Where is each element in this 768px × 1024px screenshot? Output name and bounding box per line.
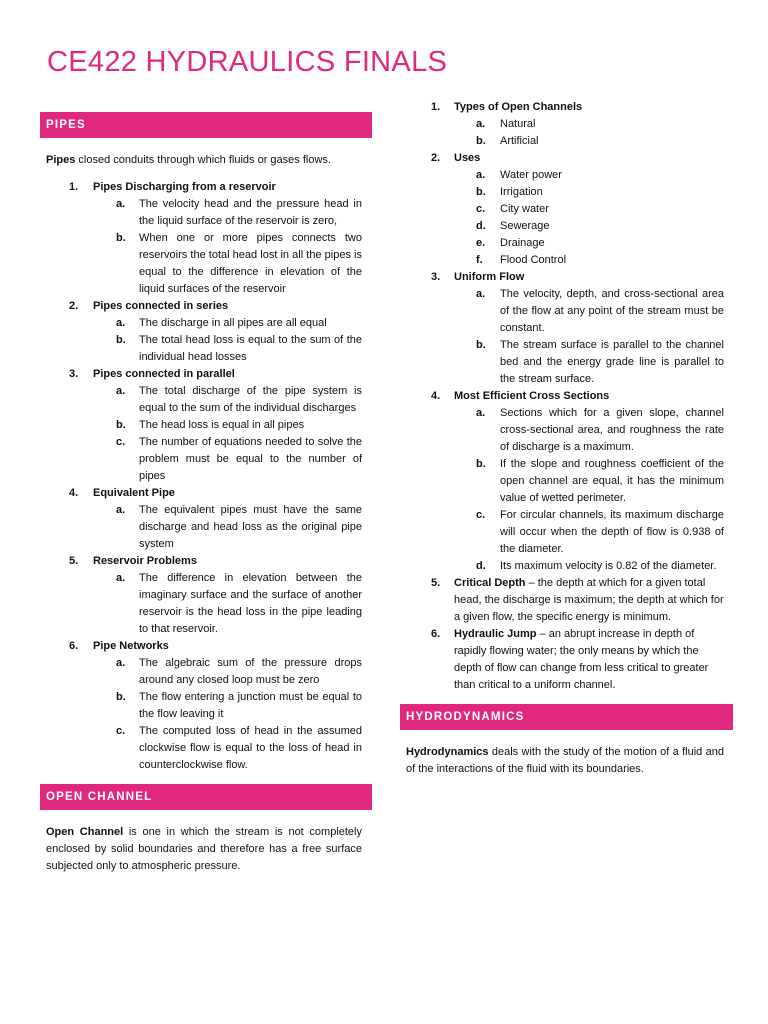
item-title: Pipes connected in series — [93, 300, 229, 312]
sub-item-text: The algebraic sum of the pressure drops around any closed loop must be zero — [139, 657, 362, 686]
section-header-hydrodynamics: HYDRODYNAMICS — [400, 704, 733, 730]
sub-item — [454, 507, 724, 558]
sub-item — [454, 218, 724, 235]
sub-item — [454, 456, 724, 507]
item-number: 3. — [431, 271, 441, 283]
item-title: Pipes connected in parallel — [93, 368, 235, 380]
sub-list — [93, 655, 362, 774]
sub-item — [454, 286, 724, 337]
sub-item-letter: a. — [116, 572, 126, 584]
sub-item — [454, 252, 724, 269]
open-channel-intro — [46, 824, 362, 875]
sub-list — [454, 116, 724, 150]
item-number: 5. — [69, 555, 79, 567]
sub-item — [454, 558, 724, 575]
list-item — [46, 553, 362, 638]
hydrodynamics-intro-text: deals with the study of the motion of a fluid and of the interactions of the fluid with its boundaries. — [406, 746, 724, 775]
pipes-list — [46, 179, 362, 774]
sub-item — [454, 201, 724, 218]
item-heading — [454, 269, 724, 286]
sub-item-text: The total head loss is equal to the sum of the individual head losses — [139, 334, 362, 363]
sub-item-text: The equivalent pipes must have the same discharge and head loss as the original pipe system — [139, 504, 362, 550]
item-description: – an abrupt increase in depth of rapidly flowing water; the only means by which the depth of flow can change from less critical to greater than critical to a uniform channel. — [454, 628, 709, 691]
sub-item-text: When one or more pipes connects two reservoirs the total head lost in all the pipes is equal to the difference in elevation of the liquid surfaces of the reservoir — [139, 232, 362, 295]
item-heading — [93, 179, 362, 196]
item-heading — [454, 575, 724, 626]
item-heading — [93, 485, 362, 502]
sub-item-text: The difference in elevation between the imaginary surface and the surface of another reservoir is the head loss in the pipe leading to that reservoir. — [139, 572, 362, 635]
item-heading — [454, 388, 724, 405]
sub-item-letter: c. — [116, 436, 126, 448]
sub-item-text: Water power — [500, 169, 562, 181]
sub-item-text: The velocity, depth, and cross-sectional area of the flow at any point of the stream must be constant. — [500, 288, 724, 334]
sub-item — [454, 133, 724, 150]
sub-item — [93, 434, 362, 485]
sub-list — [93, 196, 362, 298]
sub-item — [93, 689, 362, 723]
item-number: 5. — [431, 577, 441, 589]
section-header-open-channel: OPEN CHANNEL — [40, 784, 372, 810]
sub-item-text: City water — [500, 203, 549, 215]
item-heading — [93, 298, 362, 315]
list-item — [406, 626, 724, 694]
sub-list — [93, 383, 362, 485]
sub-item-text: Irrigation — [500, 186, 543, 198]
sub-item-text: The discharge in all pipes are all equal — [139, 317, 327, 329]
list-item — [406, 99, 724, 150]
sub-item-text: The stream surface is parallel to the channel bed and the energy grade line is parallel to the stream surface. — [500, 339, 724, 385]
item-title: Types of Open Channels — [454, 101, 583, 113]
hydrodynamics-intro-term: Hydrodynamics — [406, 746, 489, 758]
item-title: Uses — [454, 152, 481, 164]
sub-item-text: If the slope and roughness coefficient of the open channel are equal, it has the minimum value of wetted perimeter. — [500, 458, 724, 504]
sub-item-letter: a. — [476, 288, 486, 300]
sub-item-letter: b. — [476, 458, 486, 470]
item-heading — [454, 99, 724, 116]
sub-item — [93, 655, 362, 689]
sub-item — [93, 383, 362, 417]
list-item — [406, 269, 724, 388]
sub-item-letter: a. — [116, 385, 126, 397]
left-column — [46, 112, 362, 875]
item-title: Equivalent Pipe — [93, 487, 175, 499]
item-number: 4. — [431, 390, 441, 402]
sub-item — [93, 230, 362, 298]
item-title: Critical Depth — [454, 577, 526, 589]
sub-item-letter: c. — [476, 203, 486, 215]
list-item — [406, 388, 724, 575]
item-title: Uniform Flow — [454, 271, 525, 283]
sub-item — [93, 723, 362, 774]
sub-item-letter: e. — [476, 237, 486, 249]
pipes-intro-text: closed conduits through which fluids or gases flows. — [75, 154, 331, 166]
sub-item-text: Sections which for a given slope, channel cross-sectional area, and roughness the rate of discharge is a maximum. — [500, 407, 724, 453]
list-item — [46, 366, 362, 485]
open-channel-list — [406, 99, 724, 694]
sub-item-letter: b. — [116, 232, 126, 244]
sub-item-letter: d. — [476, 560, 486, 572]
pipes-intro-term: Pipes — [46, 154, 76, 166]
sub-item-text: The head loss is equal in all pipes — [139, 419, 305, 431]
item-number: 1. — [431, 101, 441, 113]
sub-list — [454, 167, 724, 269]
sub-item-letter: a. — [116, 504, 126, 516]
sub-list — [454, 286, 724, 388]
sub-item — [93, 332, 362, 366]
list-item — [46, 485, 362, 553]
item-number: 1. — [69, 181, 79, 193]
sub-item — [454, 184, 724, 201]
sub-item-letter: c. — [476, 509, 486, 521]
section-header-pipes: PIPES — [40, 112, 372, 138]
sub-list — [93, 570, 362, 638]
list-item — [46, 638, 362, 774]
sub-item-text: Drainage — [500, 237, 545, 249]
sub-list — [93, 315, 362, 366]
sub-item-text: Natural — [500, 118, 536, 130]
sub-list — [93, 502, 362, 553]
sub-item-text: Its maximum velocity is 0.82 of the diameter. — [500, 560, 717, 572]
sub-item-letter: a. — [116, 657, 126, 669]
item-heading — [454, 626, 724, 694]
item-heading — [93, 553, 362, 570]
item-title: Hydraulic Jump — [454, 628, 537, 640]
open-channel-intro-term: Open Channel — [46, 826, 124, 838]
item-title: Pipe Networks — [93, 640, 169, 652]
pipes-intro — [46, 152, 362, 169]
sub-item-letter: a. — [116, 198, 126, 210]
list-item — [46, 298, 362, 366]
sub-item-text: For circular channels, its maximum discharge will occur when the depth of flow is 0.938 of the diameter. — [500, 509, 724, 555]
list-item — [406, 575, 724, 626]
sub-item-letter: d. — [476, 220, 486, 232]
sub-item — [454, 337, 724, 388]
sub-item-text: The number of equations needed to solve the problem must be equal to the number of pipes — [139, 436, 362, 482]
sub-item — [454, 116, 724, 133]
item-number: 6. — [431, 628, 441, 640]
sub-item — [454, 235, 724, 252]
sub-item — [93, 570, 362, 638]
sub-item — [93, 315, 362, 332]
sub-item-letter: a. — [476, 118, 486, 130]
list-item — [406, 150, 724, 269]
item-title: Reservoir Problems — [93, 555, 197, 567]
item-number: 4. — [69, 487, 79, 499]
sub-item-letter: b. — [476, 339, 486, 351]
item-title: Most Efficient Cross Sections — [454, 390, 610, 402]
right-column — [406, 99, 724, 778]
sub-item-text: Artificial — [500, 135, 539, 147]
item-number: 6. — [69, 640, 79, 652]
sub-item-letter: a. — [476, 407, 486, 419]
sub-item-letter: a. — [116, 317, 126, 329]
item-number: 2. — [69, 300, 79, 312]
sub-item — [93, 417, 362, 434]
hydrodynamics-intro — [406, 744, 724, 778]
item-heading — [93, 366, 362, 383]
sub-item-letter: b. — [476, 186, 486, 198]
item-heading — [93, 638, 362, 655]
sub-item-letter: f. — [476, 254, 483, 266]
sub-item-letter: b. — [116, 419, 126, 431]
sub-item-letter: c. — [116, 725, 126, 737]
sub-item-letter: a. — [476, 169, 486, 181]
sub-item — [454, 405, 724, 456]
item-description: – the depth at which for a given total head, the discharge is maximum; the depth at which for a given flow, the specific energy is minimum. — [454, 577, 724, 623]
sub-item-letter: b. — [476, 135, 486, 147]
sub-item-text: The computed loss of head in the assumed clockwise flow is equal to the loss of head in counterclockwise flow. — [139, 725, 362, 771]
page-title: CE422 HYDRAULICS FINALS — [47, 46, 448, 78]
sub-item-letter: b. — [116, 334, 126, 346]
open-channel-intro-text: is one in which the stream is not completely enclosed by solid boundaries and therefore has a free surface subjected only to atmospheric pressure. — [46, 826, 362, 872]
sub-item-text: The flow entering a junction must be equal to the flow leaving it — [139, 691, 362, 720]
sub-item-text: The velocity head and the pressure head in the liquid surface of the reservoir is zero, — [139, 198, 362, 227]
sub-item-text: Sewerage — [500, 220, 550, 232]
item-heading — [454, 150, 724, 167]
sub-item — [93, 502, 362, 553]
item-number: 2. — [431, 152, 441, 164]
sub-list — [454, 405, 724, 575]
sub-item — [93, 196, 362, 230]
sub-item-text: Flood Control — [500, 254, 567, 266]
item-title: Pipes Discharging from a reservoir — [93, 181, 276, 193]
sub-item — [454, 167, 724, 184]
sub-item-text: The total discharge of the pipe system is equal to the sum of the individual discharges — [139, 385, 362, 414]
sub-item-letter: b. — [116, 691, 126, 703]
list-item — [46, 179, 362, 298]
item-number: 3. — [69, 368, 79, 380]
